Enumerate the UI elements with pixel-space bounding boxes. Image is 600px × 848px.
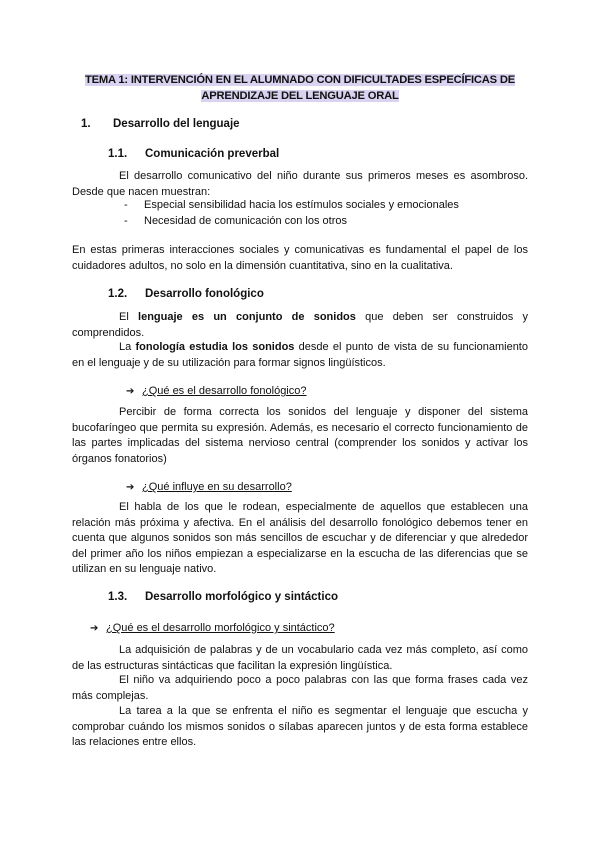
question-item [126,384,306,399]
subsection-title: Desarrollo fonológico [145,288,264,300]
question-text: ¿Qué es el desarrollo fonológico? [142,385,307,397]
question-text: ¿Qué es el desarrollo morfológico y sintáctico? [106,622,335,634]
arrow-icon: ➔ [126,482,135,493]
document-title [76,72,524,104]
list-item: - Especial sensibilidad hacia los estímulos sociales y emocionales [124,199,459,211]
paragraph: La tarea a la que se enfrenta el niño es segmentar el lenguaje que escucha y comprobar cuándo los mismos sonidos o sílabas aparecen juntos y de esta forma establece las relaciones entre ellos. [72,705,528,748]
title-line-1: TEMA 1: INTERVENCIÓN EN EL ALUMNADO CON DIFICULTADES ESPECÍFICAS DE [85,74,515,86]
paragraph: El niño va adquiriendo poco a poco palabras con las que forma frases cada vez más complejas. [72,674,528,702]
section-1-heading [81,118,240,130]
title-line-2: APRENDIZAJE DEL LENGUAJE ORAL [201,90,399,102]
subsection-number: 1.3. [108,591,128,603]
arrow-icon: ➔ [126,386,135,397]
bullet-list [124,198,459,229]
paragraph: En estas primeras interacciones sociales y comunicativas es fundamental el papel de los cuidadores adultos, no solo en la dimensión cuantitativa, sino en la cualitativa. [72,244,528,272]
paragraph: El habla de los que le rodean, especialmente de aquellos que establecen una relación más próxima y afectiva. En el análisis del desarrollo fonológico debemos tener en cuenta que algunos sonidos son más sencillos de escuchar y de diferenciar y que alrededor del primer año los niños empiezan a especializarse en la escucha de las diferencias que se utilizan en su lenguaje nativo. [72,501,528,575]
question-text: ¿Qué influye en su desarrollo? [142,481,292,493]
question-item [126,480,292,495]
subsection-1-3-heading [108,591,338,603]
arrow-icon: ➔ [90,623,99,634]
section-number: 1. [81,118,91,130]
subsection-title: Comunicación preverbal [145,148,280,160]
subsection-number: 1.1. [108,148,128,160]
bold-phrase: fonología estudia los sonidos [135,341,295,353]
list-item: - Necesidad de comunicación con los otros [124,214,348,227]
paragraph: La fonología estudia los sonidos desde el punto de vista de su funcionamiento en el lenguaje y de su utilización para formar signos lingüísticos. [72,341,528,369]
paragraph: La adquisición de palabras y de un vocabulario cada vez más completo, así como de las estructuras sintácticas que facilitan la expresión lingüística. [72,644,528,672]
paragraph: El desarrollo comunicativo del niño durante sus primeros meses es asombroso. Desde que nacen muestran: [72,170,528,198]
paragraph: El lenguaje es un conjunto de sonidos que deben ser construidos y comprendidos. [72,311,528,339]
section-title: Desarrollo del lenguaje [113,118,240,130]
paragraph: Percibir de forma correcta los sonidos del lenguaje y disponer del sistema bucofaríngeo que permita su expresión. Además, es necesario el correcto funcionamiento de las partes implicadas del sistema nervioso central (comprender los sonidos y activar los órganos fonatorios) [72,406,528,465]
subsection-1-2-heading [108,288,264,300]
subsection-number: 1.2. [108,288,128,300]
question-item [90,621,335,636]
subsection-title: Desarrollo morfológico y sintáctico [145,591,338,603]
bold-phrase: lenguaje es un conjunto de sonidos [138,311,356,323]
subsection-1-1-heading [108,148,279,160]
